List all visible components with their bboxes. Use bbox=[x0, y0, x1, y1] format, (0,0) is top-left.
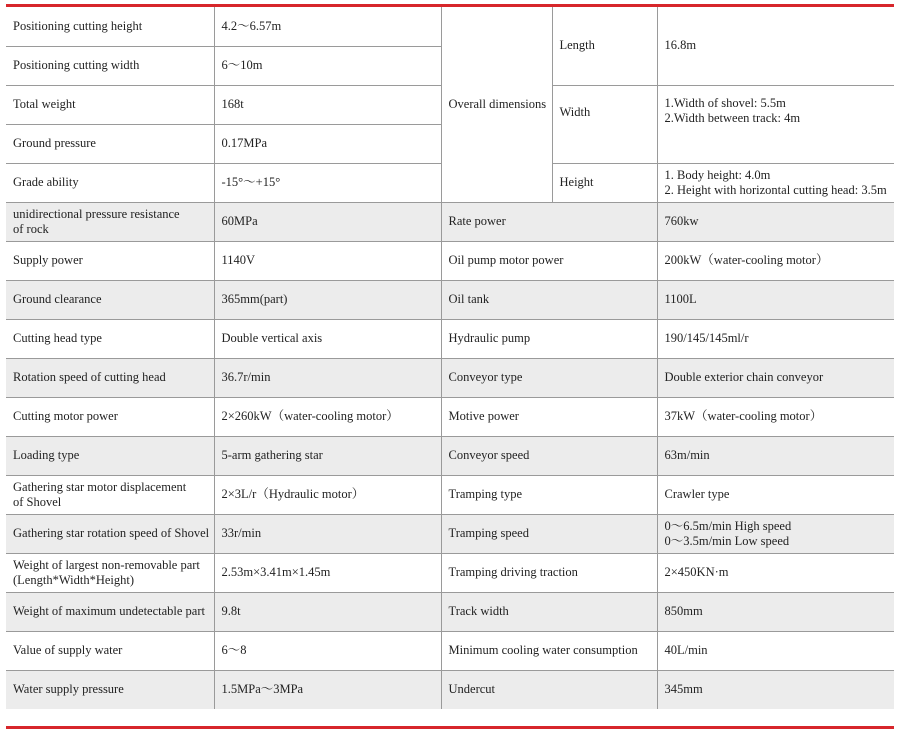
right-value bbox=[657, 553, 894, 592]
width-line: 1.Width of shovel: 5.5m bbox=[664, 95, 786, 110]
left-value: 2×260kW（water-cooling motor） bbox=[214, 397, 441, 436]
left-label bbox=[6, 280, 214, 319]
right-value-line: 200kW（water-cooling motor） bbox=[664, 253, 829, 267]
left-label bbox=[6, 475, 214, 514]
row-label: Ground pressure bbox=[6, 124, 214, 163]
table-row bbox=[6, 7, 894, 46]
right-value bbox=[657, 358, 894, 397]
right-value bbox=[657, 202, 894, 241]
bottom-red-rule bbox=[6, 726, 894, 729]
row-value: 168t bbox=[214, 85, 441, 124]
row-value: -15°～+15° bbox=[214, 163, 441, 202]
table-row bbox=[6, 475, 894, 514]
right-value-line: 1100L bbox=[664, 292, 697, 306]
left-label bbox=[6, 514, 214, 553]
right-value-line: 63m/min bbox=[664, 448, 710, 462]
right-label: Motive power bbox=[441, 397, 657, 436]
left-label-line: Rotation speed of cutting head bbox=[13, 370, 166, 384]
table-row bbox=[6, 202, 894, 241]
length-label: Length bbox=[552, 7, 657, 85]
right-value-line: 190/145/145ml/r bbox=[664, 331, 749, 345]
height-line: 2. Height with horizontal cutting head: 3.5m bbox=[664, 182, 887, 197]
row-label: Grade ability bbox=[6, 163, 214, 202]
right-value bbox=[657, 631, 894, 670]
left-value: 36.7r/min bbox=[214, 358, 441, 397]
left-label-line: of Shovel bbox=[13, 494, 62, 509]
left-value: 33r/min bbox=[214, 514, 441, 553]
table-row bbox=[6, 670, 894, 709]
left-value: Double vertical axis bbox=[214, 319, 441, 358]
right-value bbox=[657, 475, 894, 514]
table-row bbox=[6, 631, 894, 670]
right-label: Oil tank bbox=[441, 280, 657, 319]
left-label bbox=[6, 397, 214, 436]
right-value-line: 0～6.5m/min High speed bbox=[664, 518, 792, 533]
right-value-line: 760kw bbox=[664, 214, 699, 228]
left-label-line: Supply power bbox=[13, 253, 83, 267]
right-value bbox=[657, 280, 894, 319]
length-value: 16.8m bbox=[657, 7, 894, 85]
left-label-line: Gathering star motor displacement bbox=[13, 479, 187, 494]
table-row bbox=[6, 319, 894, 358]
left-label-line: Water supply pressure bbox=[13, 682, 124, 697]
right-value-line: 850mm bbox=[664, 604, 703, 618]
right-value-line: 345mm bbox=[664, 682, 703, 697]
left-value: 1140V bbox=[214, 241, 441, 280]
left-label-line: (Length*Width*Height) bbox=[13, 572, 134, 587]
table-row bbox=[6, 592, 894, 631]
left-value: 9.8t bbox=[214, 592, 441, 631]
right-value-line: 0～3.5m/min Low speed bbox=[664, 533, 790, 548]
left-label-line: Weight of largest non-removable part bbox=[13, 557, 200, 572]
table-row bbox=[6, 514, 894, 553]
right-value bbox=[657, 397, 894, 436]
right-value bbox=[657, 436, 894, 475]
left-label-line: Weight of maximum undetectable part bbox=[13, 604, 205, 618]
row-label: Positioning cutting width bbox=[6, 46, 214, 85]
left-label-line: of rock bbox=[13, 221, 49, 236]
right-label: Minimum cooling water consumption bbox=[441, 631, 657, 670]
left-label-line: Gathering star rotation speed of Shovel bbox=[13, 526, 210, 540]
left-label bbox=[6, 241, 214, 280]
table-row bbox=[6, 397, 894, 436]
right-label: Tramping type bbox=[441, 475, 657, 514]
right-value-line: 2×450KN·m bbox=[664, 565, 729, 579]
left-label bbox=[6, 670, 214, 709]
left-label bbox=[6, 631, 214, 670]
right-value-line: 37kW（water-cooling motor） bbox=[664, 409, 823, 423]
height-line: 1. Body height: 4.0m bbox=[664, 167, 771, 182]
left-label bbox=[6, 436, 214, 475]
left-label bbox=[6, 202, 214, 241]
height-label: Height bbox=[552, 163, 657, 202]
row-label: Total weight bbox=[6, 85, 214, 124]
table-row bbox=[6, 358, 894, 397]
right-label: Track width bbox=[441, 592, 657, 631]
left-label-line: Loading type bbox=[13, 448, 80, 462]
table-row bbox=[6, 553, 894, 592]
width-label: Width bbox=[552, 85, 657, 163]
left-value: 6～8 bbox=[214, 631, 441, 670]
left-value: 60MPa bbox=[214, 202, 441, 241]
right-value bbox=[657, 241, 894, 280]
left-value: 5-arm gathering star bbox=[214, 436, 441, 475]
left-label-line: Ground clearance bbox=[13, 292, 102, 306]
right-value bbox=[657, 592, 894, 631]
right-value-line: 40L/min bbox=[664, 643, 708, 657]
right-label: Conveyor type bbox=[441, 358, 657, 397]
right-label: Undercut bbox=[441, 670, 657, 709]
left-value: 2.53m×3.41m×1.45m bbox=[214, 553, 441, 592]
overall-dimensions-label: Overall dimensions bbox=[441, 7, 552, 202]
left-label bbox=[6, 592, 214, 631]
right-label: Tramping speed bbox=[441, 514, 657, 553]
right-label: Conveyor speed bbox=[441, 436, 657, 475]
left-label bbox=[6, 319, 214, 358]
right-label: Oil pump motor power bbox=[441, 241, 657, 280]
row-value: 4.2～6.57m bbox=[214, 7, 441, 46]
row-value: 0.17MPa bbox=[214, 124, 441, 163]
right-value bbox=[657, 319, 894, 358]
row-label: Positioning cutting height bbox=[6, 7, 214, 46]
table-row bbox=[6, 241, 894, 280]
left-value: 2×3L/r（Hydraulic motor） bbox=[214, 475, 441, 514]
right-value-line: Double exterior chain conveyor bbox=[664, 370, 824, 384]
right-label: Rate power bbox=[441, 202, 657, 241]
right-label: Hydraulic pump bbox=[441, 319, 657, 358]
table-row bbox=[6, 436, 894, 475]
row-value: 6～10m bbox=[214, 46, 441, 85]
width-values bbox=[657, 85, 894, 163]
right-value bbox=[657, 670, 894, 709]
left-label-line: Cutting head type bbox=[13, 331, 102, 345]
height-values bbox=[657, 163, 894, 202]
right-label: Tramping driving traction bbox=[441, 553, 657, 592]
left-value: 1.5MPa～3MPa bbox=[214, 670, 441, 709]
right-value bbox=[657, 514, 894, 553]
left-label-line: Value of supply water bbox=[13, 643, 123, 657]
left-label bbox=[6, 553, 214, 592]
left-label bbox=[6, 358, 214, 397]
left-label-line: unidirectional pressure resistance bbox=[13, 206, 180, 221]
left-label-line: Cutting motor power bbox=[13, 409, 118, 423]
right-value-line: Crawler type bbox=[664, 487, 730, 501]
specification-table bbox=[6, 7, 894, 709]
table-row bbox=[6, 280, 894, 319]
left-value: 365mm(part) bbox=[214, 280, 441, 319]
width-line: 2.Width between track: 4m bbox=[664, 110, 801, 125]
